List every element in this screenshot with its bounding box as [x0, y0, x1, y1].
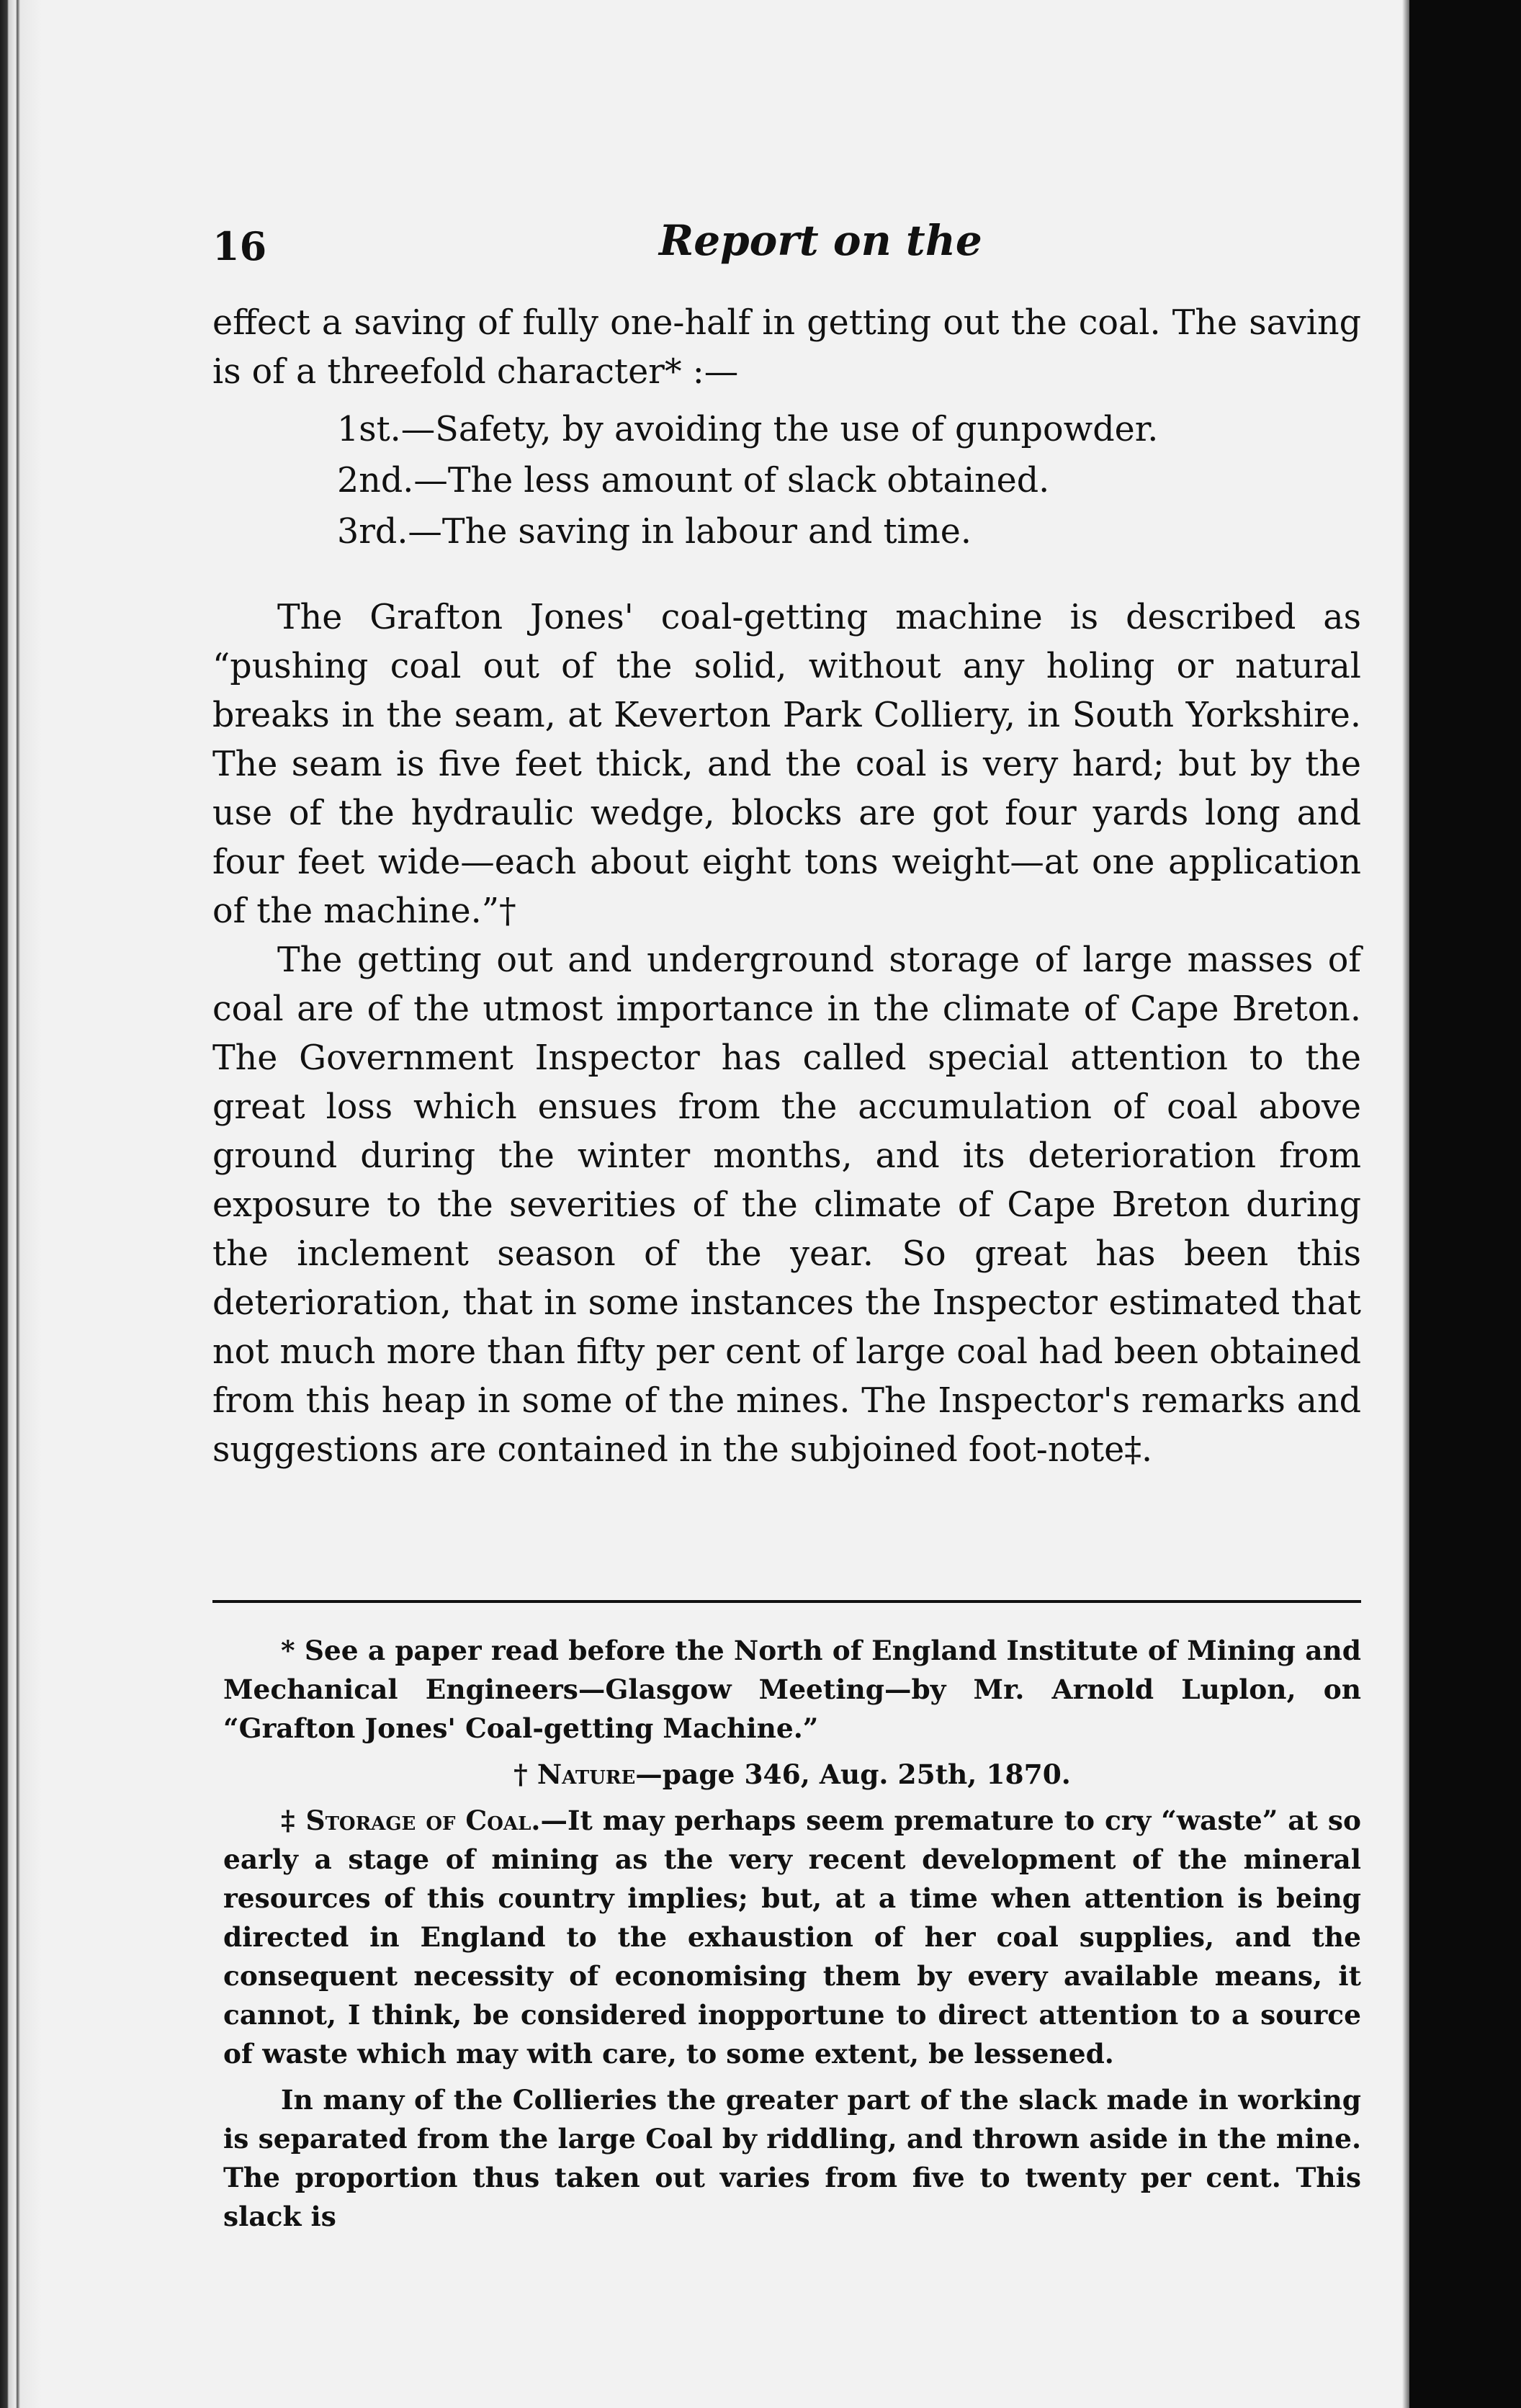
running-title: Report on the: [659, 216, 982, 265]
paragraph-3: The getting out and underground storage of large masses of coal are of the utmost importance in the climate of Cape Breton. The Government Inspector has called special attention to the great loss which ensues from the accumulation of coal above ground during the winter months, and its deterioration from exposure to the severities of the climate of Cape Breton during the inclement season of the year. So great has been this deterioration, that in some instances the Inspector estimated that not much more than fifty per cent of large coal had been obtained from this heap in some of the mines. The Inspector's remarks and suggestions are contained in the subjoined foot-note‡.: [212, 940, 1361, 1470]
paragraph-2: The Grafton Jones' coal-getting machine is described as “pushing coal out of the solid, without any holing or natural breaks in the seam, at Keverton Park Colliery, in South Yorkshire. The seam is five feet thick, and the coal is very hard; but by the use of the hydraulic wedge, blocks are got four yards long and four feet wide—each about eight tons weight—at one application of the machine.”†: [212, 598, 1361, 931]
list-item: 3rd.—The saving in labour and time.: [337, 512, 972, 552]
main-text: [212, 299, 1361, 1475]
footnote-3: [223, 1801, 1361, 2073]
footnote-3-text: —It may perhaps seem premature to cry “waste” at so early a stage of mining as the very recent development of the mineral resources of this country implies; but, at a time when attention is being directed in England to the exhaustion of her coal supplies, and the consequent necessity of economising them by every available means, it cannot, I think, be considered inopportune to direct attention to a source of waste which may with care, to some extent, be lessened.: [223, 1805, 1362, 2070]
savings-list: [212, 404, 1361, 557]
footnotes: [223, 1631, 1361, 2236]
page-header: [212, 216, 1361, 281]
scan-border: [1409, 0, 1521, 2408]
footnote-2-text: —page 346, Aug. 25th, 1870.: [635, 1758, 1071, 1790]
book-gutter-edge: [0, 0, 42, 2408]
footnote-3-mark: ‡: [281, 1805, 306, 1836]
footnote-2-mark: †: [513, 1758, 537, 1790]
footnote-3-continuation: In many of the Collieries the greater part of the slack made in working is separated from the large Coal by riddling, and thrown aside in the mine. The proportion thus taken out varies from five to twenty per cent. This slack is: [223, 2084, 1361, 2232]
footnote-2: [223, 1755, 1361, 1794]
footnote-1: * See a paper read before the North of England Institute of Mining and Mechanical Engineers—Glasgow Meeting—by Mr. Arnold Luplon, on “Grafton Jones' Coal-getting Machine.”: [223, 1635, 1361, 1744]
footnote-3-label: Storage of Coal.: [305, 1805, 541, 1836]
footnote-rule: [212, 1600, 1361, 1603]
book-page: [43, 0, 1404, 2408]
list-item: 1st.—Safety, by avoiding the use of gunpowder.: [337, 410, 1159, 449]
paragraph-1: effect a saving of fully one-half in getting out the coal. The saving is of a threefold character* :—: [212, 303, 1361, 392]
list-item: 2nd.—The less amount of slack obtained.: [337, 461, 1050, 500]
page-number: 16: [212, 223, 267, 269]
footnote-2-label: Nature: [537, 1758, 636, 1790]
